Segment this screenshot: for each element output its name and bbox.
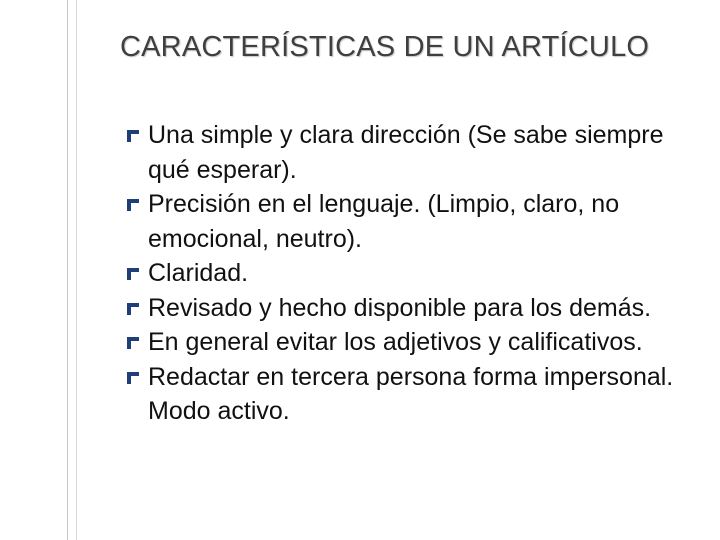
checkbox-square-icon (126, 129, 140, 143)
checkbox-square-icon (126, 267, 140, 281)
checkbox-square-icon (126, 336, 140, 350)
left-border-line (67, 0, 68, 540)
bullet-item (118, 291, 708, 326)
bullet-text: Precisión en el lenguaje. (Limpio, claro, no emocional, neutro). (148, 190, 620, 253)
slide-title: CARACTERÍSTICAS DE UN ARTÍCULO (120, 31, 650, 63)
bullet-text: Revisado y hecho disponible para los demás. (148, 293, 652, 322)
checkbox-square-icon (126, 198, 140, 212)
bullet-item (118, 118, 708, 187)
bullet-item (118, 325, 708, 360)
bullet-text: Una simple y clara dirección (Se sabe siempre qué esperar). (148, 121, 664, 184)
bullet-item (118, 360, 708, 429)
bullet-text: En general evitar los adjetivos y calificativos. (148, 328, 643, 356)
checkbox-square-icon (126, 302, 140, 316)
bullet-list (118, 118, 708, 429)
bullet-item (118, 256, 708, 291)
bullet-text: Redactar en tercera persona forma impersonal. Modo activo. (148, 362, 674, 425)
left-border-line-secondary (76, 0, 77, 540)
bullet-item (118, 187, 708, 256)
bullet-text: Claridad. (148, 259, 249, 287)
checkbox-square-icon (126, 371, 140, 385)
